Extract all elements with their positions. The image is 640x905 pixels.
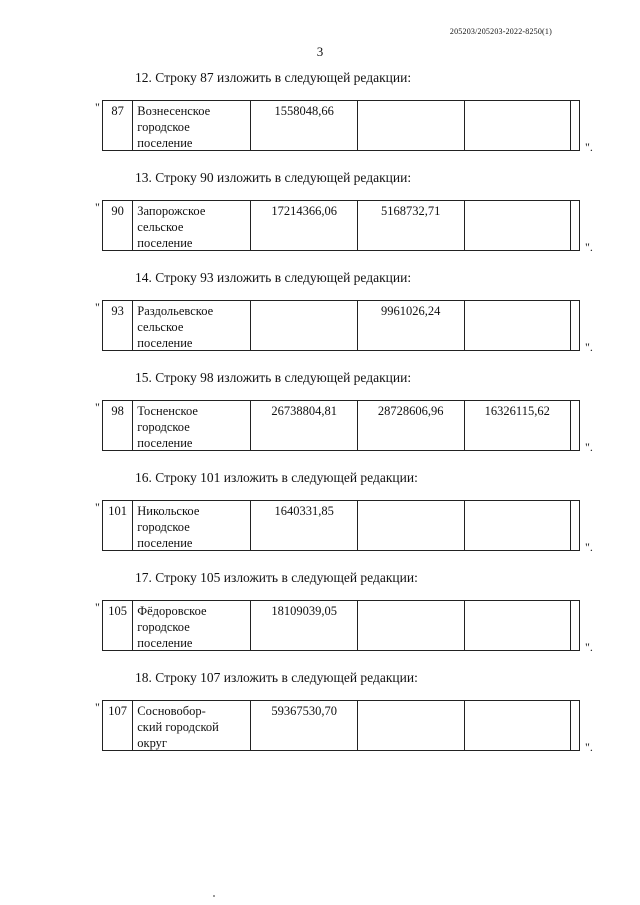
- settlement-name-line: поселение: [137, 636, 193, 650]
- amendment-heading: 14. Строку 93 изложить в следующей редакции:: [135, 270, 412, 285]
- value-cell-4: [570, 501, 579, 550]
- value-cell-1: 59367530,70: [250, 701, 357, 750]
- value-cell-4: [570, 701, 579, 750]
- closing-quote: ".: [585, 540, 593, 554]
- scan-dot: [213, 895, 215, 897]
- settlement-name-line: поселение: [137, 136, 193, 150]
- settlement-name-line: городское: [137, 520, 190, 534]
- amendment-table-row: [102, 500, 580, 551]
- settlement-name-line: городское: [137, 620, 190, 634]
- value-cell-1: 1558048,66: [250, 101, 357, 150]
- value-cell-3: 16326115,62: [464, 401, 571, 450]
- settlement-name-line: ский городской: [137, 720, 219, 734]
- amendment-heading: 18. Строку 107 изложить в следующей редакции:: [135, 670, 418, 685]
- amendment-heading: 15. Строку 98 изложить в следующей редакции:: [135, 370, 412, 385]
- row-number-cell: 90: [111, 204, 124, 218]
- page-number: 3: [316, 44, 324, 59]
- settlement-name-line: сельское: [137, 220, 184, 234]
- value-cell-1: 1640331,85: [250, 501, 357, 550]
- row-number-cell: 93: [111, 304, 124, 318]
- value-cell-4: [570, 101, 579, 150]
- closing-quote: ".: [585, 440, 593, 454]
- opening-quote: ": [95, 400, 100, 414]
- amendment-table-row: [102, 300, 580, 351]
- amendment-heading: 16. Строку 101 изложить в следующей редакции:: [135, 470, 418, 485]
- settlement-name-line: городское: [137, 420, 190, 434]
- amendment-table-row: [102, 200, 580, 251]
- settlement-name-line: Вознесенское: [137, 104, 211, 118]
- value-cell-4: [570, 601, 579, 650]
- amendment-table-row: [102, 600, 580, 651]
- settlement-name-cell: [132, 201, 250, 250]
- opening-quote: ": [95, 200, 100, 214]
- settlement-name-line: поселение: [137, 336, 193, 350]
- document-id: 205203/205203-2022-8250(1): [449, 27, 552, 36]
- opening-quote: ": [95, 100, 100, 114]
- amendment-heading: 13. Строку 90 изложить в следующей редакции:: [135, 170, 412, 185]
- value-cell-4: [570, 401, 579, 450]
- value-cell-3: [464, 101, 571, 150]
- value-cell-2: [357, 601, 464, 650]
- settlement-name-line: Фёдоровское: [137, 604, 207, 618]
- settlement-name-cell: [132, 101, 250, 150]
- value-cell-2: 9961026,24: [357, 301, 464, 350]
- amendment-section: [0, 270, 640, 370]
- value-cell-2: 5168732,71: [357, 201, 464, 250]
- value-cell-2: [357, 501, 464, 550]
- settlement-name-line: округ: [137, 736, 168, 750]
- opening-quote: ": [95, 700, 100, 714]
- settlement-name-line: Раздольевское: [137, 304, 214, 318]
- settlement-name-line: поселение: [137, 436, 193, 450]
- settlement-name-line: Тосненское: [137, 404, 198, 418]
- settlement-name-line: городское: [137, 120, 190, 134]
- value-cell-2: 28728606,96: [357, 401, 464, 450]
- row-number-cell: 87: [111, 104, 124, 118]
- opening-quote: ": [95, 300, 100, 314]
- value-cell-2: [357, 101, 464, 150]
- settlement-name-line: Сосновобор-: [137, 704, 206, 718]
- value-cell-2: [357, 701, 464, 750]
- closing-quote: ".: [585, 640, 593, 654]
- settlement-name-line: поселение: [137, 236, 193, 250]
- amendment-section: [0, 670, 640, 770]
- amendment-section: [0, 470, 640, 570]
- closing-quote: ".: [585, 140, 593, 154]
- opening-quote: ": [95, 600, 100, 614]
- closing-quote: ".: [585, 340, 593, 354]
- amendment-table-row: [102, 400, 580, 451]
- amendment-section: [0, 570, 640, 670]
- settlement-name-cell: [132, 601, 250, 650]
- value-cell-1: [250, 301, 357, 350]
- amendment-heading: 17. Строку 105 изложить в следующей редакции:: [135, 570, 418, 585]
- amendment-section: [0, 370, 640, 470]
- amendment-heading: 12. Строку 87 изложить в следующей редакции:: [135, 70, 412, 85]
- value-cell-1: 17214366,06: [250, 201, 357, 250]
- amendment-section: [0, 170, 640, 270]
- value-cell-3: [464, 601, 571, 650]
- amendment-table-row: [102, 700, 580, 751]
- settlement-name-line: сельское: [137, 320, 184, 334]
- row-number-cell: 101: [108, 504, 127, 518]
- row-number-cell: 105: [108, 604, 127, 618]
- value-cell-3: [464, 501, 571, 550]
- closing-quote: ".: [585, 740, 593, 754]
- amendment-table-row: [102, 100, 580, 151]
- closing-quote: ".: [585, 240, 593, 254]
- value-cell-4: [570, 301, 579, 350]
- settlement-name-cell: [132, 401, 250, 450]
- value-cell-3: [464, 201, 571, 250]
- settlement-name-line: поселение: [137, 536, 193, 550]
- value-cell-4: [570, 201, 579, 250]
- row-number-cell: 107: [108, 704, 127, 718]
- settlement-name-cell: [132, 301, 250, 350]
- value-cell-3: [464, 701, 571, 750]
- value-cell-1: 26738804,81: [250, 401, 357, 450]
- row-number-cell: 98: [111, 404, 124, 418]
- settlement-name-line: Никольское: [137, 504, 200, 518]
- settlement-name-cell: [132, 501, 250, 550]
- settlement-name-line: Запорожское: [137, 204, 206, 218]
- settlement-name-cell: [132, 701, 250, 750]
- value-cell-1: 18109039,05: [250, 601, 357, 650]
- value-cell-3: [464, 301, 571, 350]
- amendment-section: [0, 70, 640, 170]
- opening-quote: ": [95, 500, 100, 514]
